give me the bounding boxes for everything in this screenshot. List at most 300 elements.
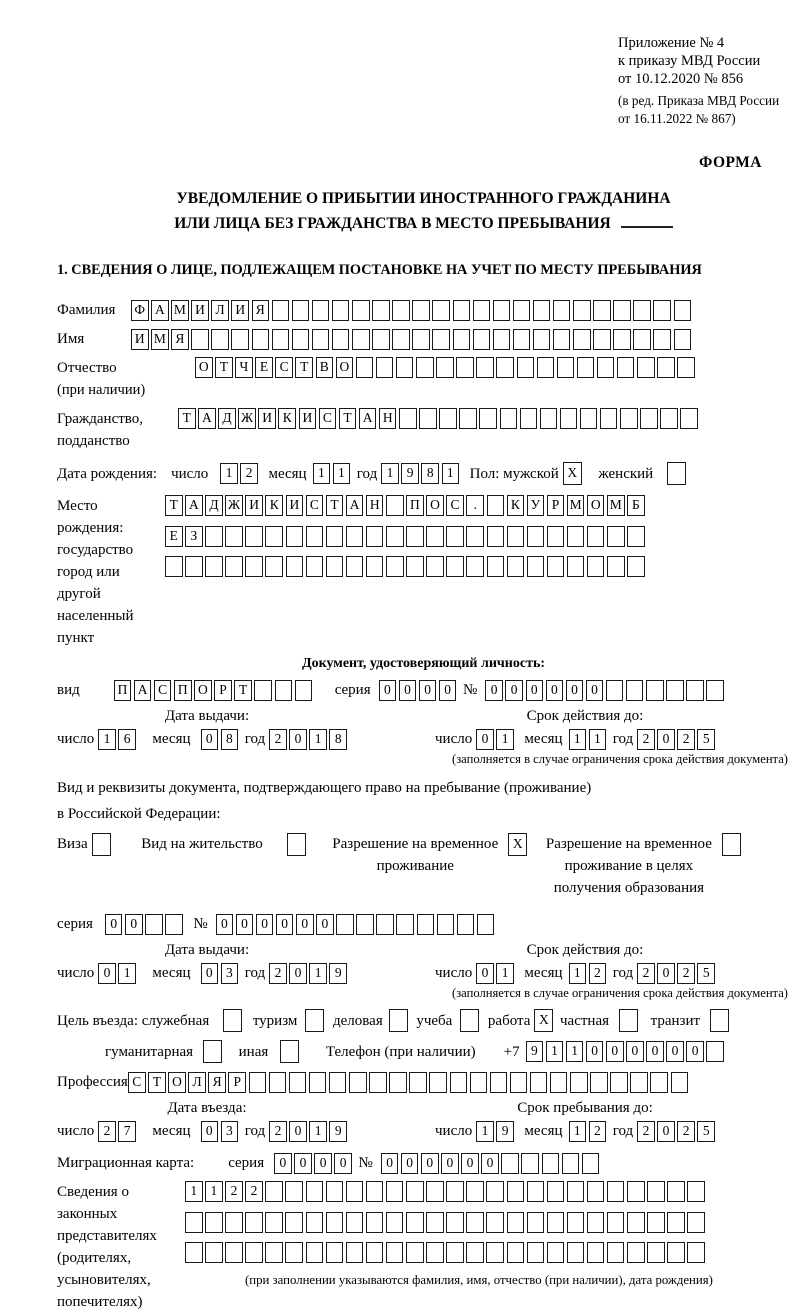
char-box[interactable] xyxy=(389,1009,408,1032)
char-box[interactable] xyxy=(590,1072,608,1093)
char-box[interactable] xyxy=(473,329,491,350)
char-box[interactable]: 1 xyxy=(442,463,460,484)
char-box[interactable]: 0 xyxy=(606,1041,624,1062)
char-box[interactable] xyxy=(567,556,585,577)
char-box[interactable] xyxy=(626,680,644,701)
char-box[interactable] xyxy=(660,408,678,429)
char-box[interactable]: 3 xyxy=(221,963,239,984)
char-box[interactable]: 6 xyxy=(118,729,136,750)
char-box[interactable] xyxy=(225,556,243,577)
char-box[interactable] xyxy=(501,1153,519,1174)
char-box[interactable] xyxy=(706,1041,724,1062)
char-box[interactable] xyxy=(292,300,310,321)
char-box[interactable] xyxy=(527,1181,545,1202)
char-box[interactable]: Д xyxy=(218,408,236,429)
char-box[interactable] xyxy=(587,526,605,547)
char-box[interactable]: Т xyxy=(234,680,252,701)
char-box[interactable] xyxy=(245,1242,263,1263)
char-box[interactable]: 2 xyxy=(245,1181,263,1202)
char-box[interactable]: 1 xyxy=(98,729,116,750)
char-box[interactable]: 0 xyxy=(439,680,457,701)
char-box[interactable]: М xyxy=(607,495,625,516)
char-box[interactable] xyxy=(446,1181,464,1202)
char-box[interactable] xyxy=(459,408,477,429)
char-box[interactable]: 0 xyxy=(657,729,675,750)
char-box[interactable] xyxy=(470,1072,488,1093)
char-box[interactable]: 1 xyxy=(309,729,327,750)
char-box[interactable] xyxy=(205,526,223,547)
char-box[interactable] xyxy=(573,329,591,350)
char-box[interactable] xyxy=(560,408,578,429)
char-box[interactable] xyxy=(396,357,414,378)
char-box[interactable] xyxy=(386,556,404,577)
char-box[interactable]: 0 xyxy=(274,1153,292,1174)
char-box[interactable]: А xyxy=(198,408,216,429)
char-box[interactable]: X xyxy=(534,1009,553,1032)
char-box[interactable]: 2 xyxy=(269,1121,287,1142)
char-box[interactable]: 2 xyxy=(677,1121,695,1142)
char-box[interactable]: Ж xyxy=(225,495,243,516)
char-box[interactable] xyxy=(507,1242,525,1263)
char-box[interactable] xyxy=(265,1212,283,1233)
char-box[interactable]: С xyxy=(154,680,172,701)
char-box[interactable]: П xyxy=(406,495,424,516)
char-box[interactable]: 2 xyxy=(677,963,695,984)
char-box[interactable]: 0 xyxy=(379,680,397,701)
char-box[interactable]: С xyxy=(446,495,464,516)
char-box[interactable] xyxy=(185,1242,203,1263)
char-box[interactable] xyxy=(633,329,651,350)
char-box[interactable] xyxy=(225,1212,243,1233)
char-box[interactable]: Н xyxy=(379,408,397,429)
char-box[interactable] xyxy=(487,526,505,547)
char-box[interactable] xyxy=(674,300,692,321)
char-box[interactable]: И xyxy=(299,408,317,429)
char-box[interactable]: А xyxy=(359,408,377,429)
char-box[interactable]: 0 xyxy=(314,1153,332,1174)
char-box[interactable] xyxy=(653,329,671,350)
char-box[interactable]: 2 xyxy=(589,1121,607,1142)
char-box[interactable] xyxy=(306,1181,324,1202)
char-box[interactable] xyxy=(667,1181,685,1202)
char-box[interactable] xyxy=(426,1242,444,1263)
char-box[interactable] xyxy=(617,357,635,378)
char-box[interactable]: 0 xyxy=(381,1153,399,1174)
char-box[interactable]: С xyxy=(128,1072,146,1093)
char-box[interactable]: Е xyxy=(255,357,273,378)
char-box[interactable]: 7 xyxy=(118,1121,136,1142)
char-box[interactable]: 1 xyxy=(569,1121,587,1142)
char-box[interactable]: 0 xyxy=(657,963,675,984)
char-box[interactable] xyxy=(493,329,511,350)
char-box[interactable] xyxy=(607,556,625,577)
char-box[interactable] xyxy=(356,357,374,378)
char-box[interactable] xyxy=(613,300,631,321)
char-box[interactable]: 0 xyxy=(98,963,116,984)
char-box[interactable] xyxy=(419,408,437,429)
char-box[interactable] xyxy=(486,1242,504,1263)
char-box[interactable]: С xyxy=(306,495,324,516)
char-box[interactable] xyxy=(416,357,434,378)
char-box[interactable]: 0 xyxy=(419,680,437,701)
char-box[interactable]: 9 xyxy=(401,463,419,484)
char-box[interactable]: 0 xyxy=(646,1041,664,1062)
char-box[interactable]: 1 xyxy=(589,729,607,750)
char-box[interactable] xyxy=(426,1212,444,1233)
char-box[interactable] xyxy=(606,680,624,701)
char-box[interactable] xyxy=(647,1181,665,1202)
char-box[interactable]: К xyxy=(265,495,283,516)
char-box[interactable]: 0 xyxy=(289,963,307,984)
char-box[interactable]: Ч xyxy=(235,357,253,378)
char-box[interactable] xyxy=(466,1242,484,1263)
char-box[interactable]: 0 xyxy=(476,729,494,750)
char-box[interactable]: А xyxy=(346,495,364,516)
char-box[interactable] xyxy=(640,408,658,429)
char-box[interactable] xyxy=(607,1242,625,1263)
char-box[interactable] xyxy=(285,1181,303,1202)
char-box[interactable]: И xyxy=(231,300,249,321)
char-box[interactable] xyxy=(326,1242,344,1263)
char-box[interactable] xyxy=(513,300,531,321)
char-box[interactable]: 1 xyxy=(569,729,587,750)
char-box[interactable] xyxy=(305,1009,324,1032)
char-box[interactable]: Л xyxy=(188,1072,206,1093)
char-box[interactable] xyxy=(346,1212,364,1233)
char-box[interactable]: И xyxy=(245,495,263,516)
char-box[interactable] xyxy=(346,1181,364,1202)
char-box[interactable]: Е xyxy=(165,526,183,547)
char-box[interactable]: 0 xyxy=(626,1041,644,1062)
char-box[interactable]: 0 xyxy=(481,1153,499,1174)
char-box[interactable]: 5 xyxy=(697,1121,715,1142)
char-box[interactable]: Т xyxy=(339,408,357,429)
char-box[interactable]: 0 xyxy=(399,680,417,701)
char-box[interactable]: 1 xyxy=(185,1181,203,1202)
char-box[interactable] xyxy=(306,526,324,547)
char-box[interactable] xyxy=(446,556,464,577)
char-box[interactable]: П xyxy=(114,680,132,701)
char-box[interactable] xyxy=(286,556,304,577)
char-box[interactable] xyxy=(550,1072,568,1093)
char-box[interactable] xyxy=(392,300,410,321)
char-box[interactable]: 8 xyxy=(329,729,347,750)
char-box[interactable] xyxy=(587,1181,605,1202)
char-box[interactable]: 2 xyxy=(269,729,287,750)
char-box[interactable] xyxy=(366,526,384,547)
char-box[interactable]: 0 xyxy=(505,680,523,701)
char-box[interactable]: Т xyxy=(295,357,313,378)
char-box[interactable] xyxy=(666,680,684,701)
char-box[interactable]: И xyxy=(286,495,304,516)
char-box[interactable] xyxy=(191,329,209,350)
char-box[interactable] xyxy=(432,329,450,350)
char-box[interactable]: 1 xyxy=(496,963,514,984)
char-box[interactable] xyxy=(356,914,374,935)
char-box[interactable] xyxy=(593,329,611,350)
char-box[interactable] xyxy=(633,300,651,321)
char-box[interactable] xyxy=(500,408,518,429)
char-box[interactable]: 1 xyxy=(496,729,514,750)
char-box[interactable] xyxy=(312,329,330,350)
char-box[interactable] xyxy=(292,329,310,350)
char-box[interactable] xyxy=(252,329,270,350)
char-box[interactable] xyxy=(677,357,695,378)
char-box[interactable]: А xyxy=(185,495,203,516)
char-box[interactable]: И xyxy=(131,329,149,350)
char-box[interactable] xyxy=(577,357,595,378)
char-box[interactable]: 2 xyxy=(637,729,655,750)
char-box[interactable]: Т xyxy=(148,1072,166,1093)
char-box[interactable]: М xyxy=(171,300,189,321)
char-box[interactable]: 0 xyxy=(401,1153,419,1174)
char-box[interactable] xyxy=(587,1212,605,1233)
char-box[interactable]: С xyxy=(275,357,293,378)
char-box[interactable]: 2 xyxy=(225,1181,243,1202)
char-box[interactable] xyxy=(249,1072,267,1093)
char-box[interactable] xyxy=(245,526,263,547)
char-box[interactable]: Ф xyxy=(131,300,149,321)
char-box[interactable] xyxy=(671,1072,689,1093)
char-box[interactable]: 9 xyxy=(526,1041,544,1062)
char-box[interactable] xyxy=(607,1212,625,1233)
char-box[interactable] xyxy=(165,556,183,577)
char-box[interactable]: Я xyxy=(171,329,189,350)
char-box[interactable] xyxy=(547,526,565,547)
char-box[interactable] xyxy=(326,1181,344,1202)
char-box[interactable]: К xyxy=(278,408,296,429)
char-box[interactable] xyxy=(507,1181,525,1202)
char-box[interactable]: Т xyxy=(165,495,183,516)
char-box[interactable]: М xyxy=(151,329,169,350)
char-box[interactable] xyxy=(620,408,638,429)
char-box[interactable] xyxy=(432,300,450,321)
char-box[interactable] xyxy=(627,1181,645,1202)
char-box[interactable] xyxy=(306,1242,324,1263)
char-box[interactable]: 0 xyxy=(441,1153,459,1174)
char-box[interactable]: 9 xyxy=(329,1121,347,1142)
char-box[interactable] xyxy=(272,329,290,350)
char-box[interactable] xyxy=(487,556,505,577)
char-box[interactable]: 0 xyxy=(289,1121,307,1142)
char-box[interactable] xyxy=(409,1072,427,1093)
char-box[interactable]: 0 xyxy=(485,680,503,701)
char-box[interactable] xyxy=(613,329,631,350)
char-box[interactable]: П xyxy=(174,680,192,701)
char-box[interactable] xyxy=(510,1072,528,1093)
char-box[interactable] xyxy=(426,526,444,547)
char-box[interactable] xyxy=(456,357,474,378)
char-box[interactable] xyxy=(265,1242,283,1263)
char-box[interactable] xyxy=(285,1242,303,1263)
char-box[interactable] xyxy=(486,1181,504,1202)
char-box[interactable] xyxy=(570,1072,588,1093)
char-box[interactable] xyxy=(392,329,410,350)
char-box[interactable] xyxy=(580,408,598,429)
char-box[interactable] xyxy=(653,300,671,321)
char-box[interactable] xyxy=(306,1212,324,1233)
char-box[interactable]: 1 xyxy=(381,463,399,484)
char-box[interactable] xyxy=(245,556,263,577)
char-box[interactable] xyxy=(254,680,272,701)
char-box[interactable]: X xyxy=(563,462,582,485)
char-box[interactable]: И xyxy=(191,300,209,321)
char-box[interactable] xyxy=(562,1153,580,1174)
char-box[interactable] xyxy=(389,1072,407,1093)
char-box[interactable]: 0 xyxy=(686,1041,704,1062)
char-box[interactable] xyxy=(245,1212,263,1233)
char-box[interactable]: 0 xyxy=(125,914,143,935)
char-box[interactable] xyxy=(211,329,229,350)
char-box[interactable] xyxy=(396,914,414,935)
char-box[interactable] xyxy=(527,1242,545,1263)
char-box[interactable]: Т xyxy=(215,357,233,378)
char-box[interactable]: 2 xyxy=(637,1121,655,1142)
char-box[interactable] xyxy=(627,556,645,577)
char-box[interactable]: Л xyxy=(211,300,229,321)
char-box[interactable] xyxy=(326,526,344,547)
char-box[interactable] xyxy=(627,1242,645,1263)
char-box[interactable] xyxy=(412,329,430,350)
char-box[interactable] xyxy=(533,300,551,321)
char-box[interactable] xyxy=(369,1072,387,1093)
char-box[interactable] xyxy=(437,914,455,935)
char-box[interactable] xyxy=(386,495,404,516)
char-box[interactable]: Б xyxy=(627,495,645,516)
char-box[interactable] xyxy=(265,556,283,577)
char-box[interactable] xyxy=(627,1212,645,1233)
char-box[interactable] xyxy=(366,556,384,577)
char-box[interactable] xyxy=(567,1212,585,1233)
char-box[interactable] xyxy=(453,300,471,321)
char-box[interactable]: 2 xyxy=(269,963,287,984)
char-box[interactable] xyxy=(647,1212,665,1233)
char-box[interactable] xyxy=(582,1153,600,1174)
char-box[interactable]: О xyxy=(587,495,605,516)
char-box[interactable] xyxy=(203,1040,222,1063)
char-box[interactable] xyxy=(710,1009,729,1032)
char-box[interactable]: 0 xyxy=(256,914,274,935)
char-box[interactable] xyxy=(687,1242,705,1263)
char-box[interactable] xyxy=(205,1242,223,1263)
char-box[interactable] xyxy=(490,1072,508,1093)
char-box[interactable]: Н xyxy=(366,495,384,516)
char-box[interactable] xyxy=(366,1181,384,1202)
char-box[interactable]: 0 xyxy=(216,914,234,935)
char-box[interactable] xyxy=(533,329,551,350)
char-box[interactable] xyxy=(667,1212,685,1233)
char-box[interactable] xyxy=(306,556,324,577)
char-box[interactable] xyxy=(619,1009,638,1032)
char-box[interactable] xyxy=(376,914,394,935)
char-box[interactable] xyxy=(406,556,424,577)
char-box[interactable] xyxy=(507,526,525,547)
char-box[interactable] xyxy=(372,329,390,350)
char-box[interactable] xyxy=(429,1072,447,1093)
char-box[interactable]: 1 xyxy=(546,1041,564,1062)
char-box[interactable]: Я xyxy=(252,300,270,321)
char-box[interactable] xyxy=(547,1212,565,1233)
char-box[interactable]: 1 xyxy=(309,1121,327,1142)
char-box[interactable]: 0 xyxy=(201,1121,219,1142)
char-box[interactable]: 0 xyxy=(586,1041,604,1062)
char-box[interactable]: 0 xyxy=(276,914,294,935)
char-box[interactable] xyxy=(537,357,555,378)
char-box[interactable] xyxy=(646,680,664,701)
char-box[interactable] xyxy=(412,300,430,321)
char-box[interactable]: 2 xyxy=(677,729,695,750)
char-box[interactable] xyxy=(450,1072,468,1093)
char-box[interactable] xyxy=(567,526,585,547)
char-box[interactable] xyxy=(332,329,350,350)
char-box[interactable] xyxy=(680,408,698,429)
char-box[interactable] xyxy=(637,357,655,378)
char-box[interactable]: Я xyxy=(208,1072,226,1093)
char-box[interactable] xyxy=(269,1072,287,1093)
char-box[interactable] xyxy=(386,526,404,547)
char-box[interactable] xyxy=(439,408,457,429)
char-box[interactable] xyxy=(223,1009,242,1032)
char-box[interactable] xyxy=(527,556,545,577)
char-box[interactable]: 0 xyxy=(657,1121,675,1142)
char-box[interactable] xyxy=(185,1212,203,1233)
char-box[interactable]: Т xyxy=(178,408,196,429)
char-box[interactable] xyxy=(722,833,741,856)
char-box[interactable] xyxy=(349,1072,367,1093)
char-box[interactable] xyxy=(547,1181,565,1202)
char-box[interactable] xyxy=(466,526,484,547)
char-box[interactable]: 0 xyxy=(236,914,254,935)
char-box[interactable] xyxy=(446,1242,464,1263)
char-box[interactable]: О xyxy=(426,495,444,516)
char-box[interactable] xyxy=(493,300,511,321)
char-box[interactable]: . xyxy=(466,495,484,516)
char-box[interactable]: 3 xyxy=(221,1121,239,1142)
char-box[interactable] xyxy=(573,300,591,321)
char-box[interactable]: А xyxy=(134,680,152,701)
char-box[interactable] xyxy=(312,300,330,321)
char-box[interactable]: Ж xyxy=(238,408,256,429)
char-box[interactable] xyxy=(460,1009,479,1032)
char-box[interactable]: 0 xyxy=(476,963,494,984)
char-box[interactable] xyxy=(406,1181,424,1202)
char-box[interactable] xyxy=(479,408,497,429)
char-box[interactable] xyxy=(597,357,615,378)
char-box[interactable] xyxy=(687,1181,705,1202)
char-box[interactable] xyxy=(275,680,293,701)
char-box[interactable] xyxy=(466,1212,484,1233)
char-box[interactable] xyxy=(205,1212,223,1233)
char-box[interactable] xyxy=(329,1072,347,1093)
char-box[interactable] xyxy=(527,526,545,547)
char-box[interactable] xyxy=(336,914,354,935)
char-box[interactable] xyxy=(520,408,538,429)
char-box[interactable] xyxy=(386,1181,404,1202)
char-box[interactable] xyxy=(507,1212,525,1233)
char-box[interactable] xyxy=(547,1242,565,1263)
char-box[interactable] xyxy=(287,833,306,856)
char-box[interactable] xyxy=(674,329,692,350)
char-box[interactable] xyxy=(386,1242,404,1263)
char-box[interactable] xyxy=(487,495,505,516)
char-box[interactable]: 0 xyxy=(461,1153,479,1174)
char-box[interactable] xyxy=(165,914,183,935)
char-box[interactable]: М xyxy=(567,495,585,516)
char-box[interactable]: 5 xyxy=(697,729,715,750)
char-box[interactable] xyxy=(687,1212,705,1233)
char-box[interactable] xyxy=(225,526,243,547)
char-box[interactable]: 9 xyxy=(496,1121,514,1142)
